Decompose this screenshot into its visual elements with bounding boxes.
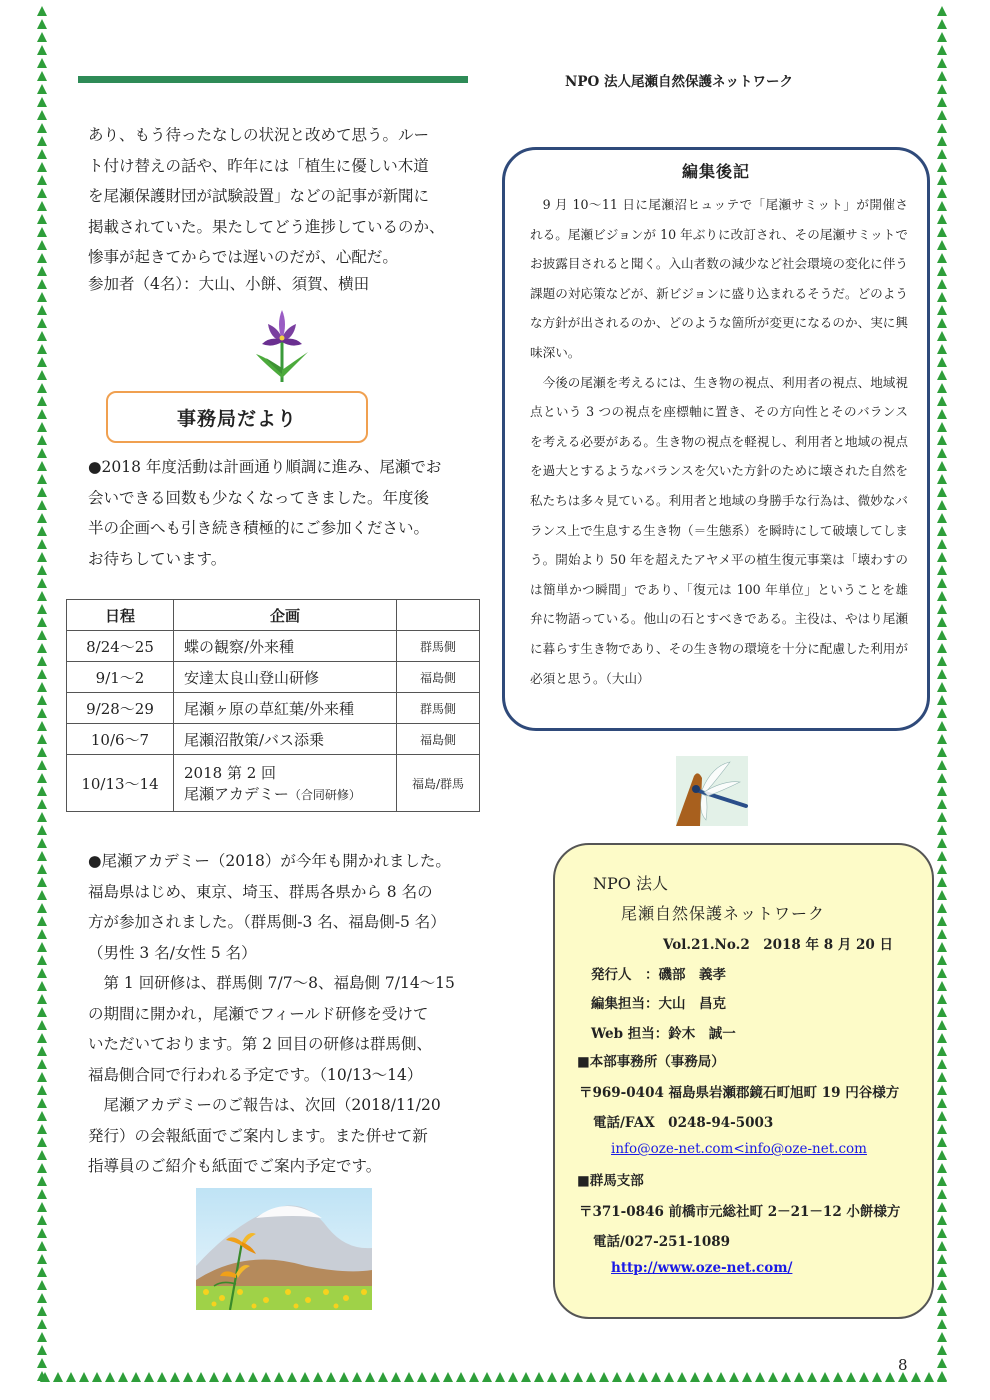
gunma-address: 〒371-0846 前橋市元総社町 2－21－12 小餅様方 bbox=[579, 1204, 901, 1220]
schedule-date: 9/1～2 bbox=[67, 662, 174, 693]
notice-line: 半の企画へも引き続き積極的にご参加ください。 bbox=[88, 519, 430, 537]
website-link[interactable]: http://www.oze-net.com/ bbox=[611, 1260, 793, 1276]
schedule-event: 安達太良山登山研修 bbox=[174, 662, 397, 693]
hq-email-link[interactable]: info@oze-net.com<info@oze-net.com bbox=[611, 1141, 867, 1157]
org-name: 尾瀬自然保護ネットワーク bbox=[621, 904, 826, 923]
schedule-event-name: 尾瀬アカデミー bbox=[184, 785, 289, 803]
notice-line: ●2018 年度活動は計画通り順調に進み、尾瀬でお bbox=[88, 458, 442, 476]
table-row bbox=[67, 724, 480, 755]
table-row bbox=[67, 693, 480, 724]
postscript-paragraph: 今後の尾瀬を考えるには、生き物の視点、利用者の視点、地域視点という 3 つの視点を座標軸に置き、その方向性とそのバランスを考える必要がある。生き物の視点を軽視し、利用者と地域の視点を過大とするようなバランスを欠いた方針のために壊された自然を私たちは多々見ている。利用者と地域の身勝手な行為は、微妙なバランス上で生息する生き物（＝生態系）を瞬時にして破壊してしまう。開始より 50 年を超えたアヤメ平の植生復元事業は「壊わすのは簡単かつ瞬間」であり、「復元は 100 年単位」ということを雄弁に物語っている。他山の石とすべきである。主役は、やはり尾瀬に暮らす生き物であり、その生き物の環境を十分に配慮した利用が必須と思う。（大山） bbox=[530, 374, 909, 686]
postscript-body bbox=[530, 190, 908, 693]
academy-line: 福島県はじめ、東京、埼玉、群馬各県から 8 名の bbox=[88, 882, 433, 901]
schedule-event: 蝶の観察/外来種 bbox=[174, 631, 397, 662]
academy-line: ●尾瀬アカデミー（2018）が今年も開かれました。 bbox=[88, 852, 451, 870]
table-row bbox=[67, 755, 480, 812]
lily-landscape-illustration bbox=[196, 1188, 372, 1310]
academy-line: 指導員のご紹介も紙面でご案内予定です。 bbox=[88, 1157, 382, 1175]
gunma-phone: 電話/027-251-1089 bbox=[593, 1234, 731, 1250]
table-row bbox=[67, 662, 480, 693]
schedule-date: 8/24～25 bbox=[67, 631, 174, 662]
schedule-event-line1: 2018 第 2 回 bbox=[184, 764, 277, 782]
page-header-title: NPO 法人尾瀬自然保護ネットワーク bbox=[565, 74, 793, 90]
postscript-title: 編集後記 bbox=[681, 162, 750, 181]
schedule-table bbox=[66, 599, 480, 812]
web-manager: Web 担当：鈴木 誠一 bbox=[591, 1026, 736, 1042]
academy-line: いただいております。第 2 回目の研修は群馬側、 bbox=[88, 1035, 432, 1053]
hq-phone: 電話/FAX 0248-94-5003 bbox=[593, 1115, 774, 1131]
hq-address: 〒969-0404 福島県岩瀬郡鏡石町旭町 19 円谷様方 bbox=[579, 1085, 900, 1101]
academy-line: 尾瀬アカデミーのご報告は、次回（2018/11/20 bbox=[103, 1096, 441, 1114]
schedule-event: 尾瀬沼散策/バス添乗 bbox=[174, 724, 397, 755]
intro-line: ト付け替えの話や、昨年には「植生に優しい木道 bbox=[88, 156, 429, 175]
schedule-event-line2 bbox=[184, 783, 390, 804]
intro-line: あり、もう待ったなしの状況と改めて思う。ルー bbox=[88, 126, 430, 144]
editors-postscript-box bbox=[502, 147, 930, 731]
column-header-event: 企画 bbox=[174, 600, 397, 631]
academy-line: 発行）の会報紙面でご案内します。また併せて新 bbox=[88, 1126, 428, 1145]
academy-line: （男性 3 名/女性 5 名） bbox=[88, 943, 257, 962]
table-header-row bbox=[67, 600, 480, 631]
dragonfly-illustration bbox=[676, 756, 748, 826]
hq-heading: ■本部事務所（事務局） bbox=[577, 1054, 725, 1070]
notice-line: 会いできる回数も少なくなってきました。年度後 bbox=[88, 488, 430, 507]
gunma-heading: ■群馬支部 bbox=[577, 1173, 644, 1189]
schedule-event bbox=[174, 755, 397, 812]
column-header-side bbox=[397, 600, 480, 631]
jimu-news-title: 事務局だより bbox=[176, 407, 297, 430]
schedule-side: 福島側 bbox=[397, 724, 480, 755]
intro-text bbox=[88, 120, 486, 273]
publication-info-box bbox=[553, 843, 934, 1319]
academy-report bbox=[88, 846, 486, 1182]
jimu-news-heading bbox=[106, 391, 368, 443]
notice-2018-activities bbox=[88, 452, 486, 574]
schedule-side: 福島/群馬 bbox=[397, 755, 480, 812]
academy-line: 第 1 回研修は、群馬側 7/7～8、福島側 7/14～15 bbox=[103, 974, 455, 992]
iris-flower-illustration bbox=[252, 308, 312, 382]
intro-line: を尾瀬保護財団が試験設置」などの記事が新聞に bbox=[88, 187, 430, 205]
volume-date: Vol.21.No.2 2018 年 8 月 20 日 bbox=[663, 937, 894, 953]
schedule-date: 10/13～14 bbox=[67, 755, 174, 812]
schedule-side: 福島側 bbox=[397, 662, 480, 693]
participants-line: 参加者（4名）：大山、小餅、須賀、横田 bbox=[88, 275, 370, 293]
notice-line: お待ちしています。 bbox=[88, 549, 227, 568]
header-bar bbox=[78, 76, 468, 83]
schedule-event-note: （合同研修） bbox=[288, 788, 361, 802]
postscript-paragraph: 9 月 10～11 日に尾瀬沼ヒュッテで「尾瀬サミット」が開催される。尾瀬ビジョンが 10 年ぶりに改訂され、その尾瀬サミットでお披露目されると聞く。入山者数の減少など社会環境の変化に伴う課題の対応策などが、新ビジョンに盛り込まれるそうだ。どのような方針が出されるのか、どのような箇所が変更になるのか、実に興味深い。 bbox=[530, 197, 908, 360]
academy-line: 方が参加されました。（群馬側-3 名、福島側-5 名） bbox=[88, 913, 446, 931]
page-number: 8 bbox=[898, 1356, 908, 1374]
column-header-date: 日程 bbox=[67, 600, 174, 631]
publisher: 発行人 ：磯部 義孝 bbox=[591, 967, 726, 983]
org-type: NPO 法人 bbox=[593, 874, 668, 893]
table-row bbox=[67, 631, 480, 662]
editor: 編集担当：大山 昌克 bbox=[591, 996, 726, 1012]
schedule-date: 10/6～7 bbox=[67, 724, 174, 755]
intro-line: 掲載されていた。果たしてどう進捗しているのか、 bbox=[88, 217, 445, 236]
schedule-date: 9/28～29 bbox=[67, 693, 174, 724]
academy-line: 福島側合同で行われる予定です。（10/13～14） bbox=[88, 1065, 423, 1084]
schedule-event: 尾瀬ヶ原の草紅葉/外来種 bbox=[174, 693, 397, 724]
schedule-side: 群馬側 bbox=[397, 693, 480, 724]
intro-line: 惨事が起きてからでは遅いのだが、心配だ。 bbox=[88, 248, 398, 266]
academy-line: の期間に開かれ，尾瀬でフィールド研修を受けて bbox=[88, 1004, 429, 1023]
schedule-side: 群馬側 bbox=[397, 631, 480, 662]
